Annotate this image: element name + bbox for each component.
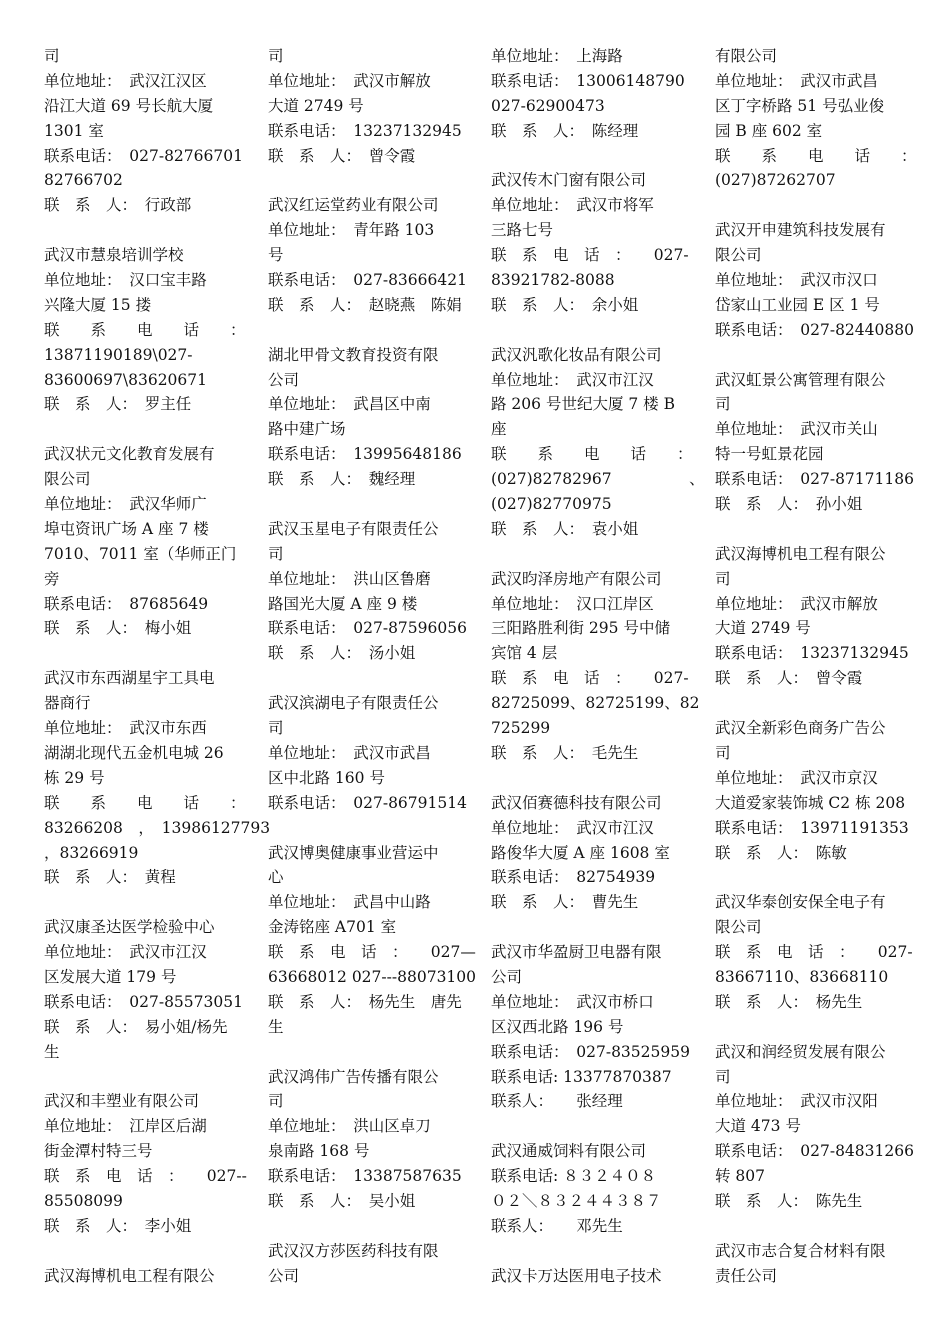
directory-line: 司 <box>44 47 60 65</box>
directory-line: 单位地址： 上海路 <box>491 47 623 65</box>
directory-line: 单位地址： 武汉市解放 <box>268 71 431 90</box>
directory-line: 联 系 电 话 ： 027- <box>491 669 689 688</box>
directory-line: 武汉汎歌化妆品有限公司 <box>491 345 662 364</box>
directory-line: 联系电话： 027-83525959 <box>491 1042 690 1061</box>
directory-line: 区发展大道 179 号 <box>44 967 177 986</box>
directory-line: 725299 <box>491 719 551 738</box>
entry-spacer <box>491 1114 681 1139</box>
directory-line: 路 206 号世纪大厦 7 楼 B <box>491 395 675 414</box>
directory-line: 联系电话： 82754939 <box>491 868 656 887</box>
directory-line: ０２＼８３２４４３８７ <box>491 1191 662 1210</box>
entry-spacer <box>268 492 458 517</box>
directory-line: 联系电话: 13377870387 <box>491 1067 672 1086</box>
entry-spacer <box>491 1239 681 1264</box>
directory-line: 武汉开申建筑科技发展有 <box>715 221 886 240</box>
directory-line: 宾馆 4 层 <box>491 644 558 663</box>
entry-spacer <box>715 343 905 368</box>
directory-line: 路国光大厦 A 座 9 楼 <box>268 594 418 613</box>
entry-spacer <box>268 1040 458 1065</box>
directory-line: 武汉市志合复合材料有限 <box>715 1241 886 1260</box>
directory-line: (027)87262707 <box>715 171 836 190</box>
directory-line: 82766702 <box>44 171 123 190</box>
directory-line: 大道 2749 号 <box>715 619 811 638</box>
directory-line: 生 <box>268 1017 284 1036</box>
directory-line: 限公司 <box>715 918 762 937</box>
directory-line: 岱家山工业园 E 区 1 号 <box>715 295 880 314</box>
directory-line: 联系电话： 13971191353 <box>715 818 909 837</box>
directory-line: 联 系 人： 曾令霞 <box>268 146 416 165</box>
directory-line: 武汉和润经贸发展有限公 <box>715 1042 886 1061</box>
directory-line: 联 系 人： 毛先生 <box>491 743 639 762</box>
directory-line: 武汉海博机电工程有限公 <box>44 1266 215 1285</box>
directory-line: 号 <box>268 246 284 265</box>
directory-line: 单位地址： 武汉市江汉 <box>44 943 207 962</box>
directory-line: 区丁字桥路 51 号弘业俊 <box>715 96 885 115</box>
directory-line: 联 系 人： 陈敏 <box>715 843 847 862</box>
directory-line: 单位地址： 武汉市将军 <box>491 196 654 215</box>
directory-line: 联 系 人： 梅小姐 <box>44 619 192 638</box>
directory-line: 司 <box>715 569 731 588</box>
directory-line: 单位地址： 青年路 103 <box>268 221 435 240</box>
directory-line: 湖湖北现代五金机电城 26 <box>44 743 224 762</box>
directory-column-4 <box>715 44 917 1289</box>
directory-line: 单位地址： 江岸区后湖 <box>44 1117 207 1136</box>
directory-line: 联系电话： 13237132945 <box>268 121 462 140</box>
directory-line: 司 <box>715 395 731 414</box>
directory-line: 联系电话： 027-85573051 <box>44 992 243 1011</box>
directory-line: 联 系 人： 汤小姐 <box>268 644 416 663</box>
directory-line: 路俊华大厦 A 座 1608 室 <box>491 843 670 862</box>
entry-spacer <box>715 517 905 542</box>
entry-spacer <box>491 318 681 343</box>
entry-spacer <box>44 218 234 243</box>
directory-line: 13871190189\027- <box>44 345 193 364</box>
directory-line: 大道 473 号 <box>715 1117 801 1136</box>
directory-line: 旁 <box>44 569 60 588</box>
directory-line: 联系电话： 027-87171186 <box>715 470 914 489</box>
directory-line: 武汉全新彩色商务广告公 <box>715 719 886 738</box>
directory-line: 联系电话： 13387587635 <box>268 1167 462 1186</box>
directory-line: 武汉红运堂药业有限公司 <box>268 196 439 215</box>
directory-line: 联系电话： 87685649 <box>44 594 209 613</box>
directory-line: 园 B 座 602 室 <box>715 121 823 140</box>
directory-line: 司 <box>268 544 284 563</box>
entry-spacer <box>44 890 234 915</box>
directory-line: 单位地址： 武汉市解放 <box>715 594 878 613</box>
directory-line: 武汉卡万达医用电子技术 <box>491 1266 662 1285</box>
directory-line: (027)82770975 <box>491 495 612 514</box>
directory-line: 金涛铭座 A701 室 <box>268 918 397 937</box>
directory-column-1 <box>44 44 271 1289</box>
directory-line: 联系电话： 13995648186 <box>268 445 462 464</box>
entry-spacer <box>44 417 234 442</box>
directory-line: 武汉滨湖电子有限责任公 <box>268 694 439 713</box>
directory-line: 83600697\83620671 <box>44 370 208 389</box>
directory-column-2 <box>268 44 477 1289</box>
directory-column-3 <box>491 44 705 1289</box>
directory-line: 单位地址： 武汉江汉区 <box>44 71 207 90</box>
directory-line: 单位地址： 武汉市京汉 <box>715 768 878 787</box>
entry-spacer <box>44 1065 234 1090</box>
directory-line: 联系电话： 13006148790 <box>491 71 685 90</box>
directory-line: 武汉虹景公寓管理有限公 <box>715 370 886 389</box>
directory-line: 单位地址： 武汉市汉口 <box>715 271 878 290</box>
directory-line: 联系电话： 027-82766701 <box>44 146 243 165</box>
directory-line: 联 系 人： 黄程 <box>44 868 176 887</box>
directory-line: 单位地址： 武汉市武昌 <box>268 743 431 762</box>
directory-line: 司 <box>268 719 284 738</box>
directory-line: 联 系 人： 行政部 <box>44 196 192 215</box>
directory-line: 单位地址： 武汉市汉阳 <box>715 1092 878 1111</box>
directory-line: 单位地址： 洪山区卓刀 <box>268 1117 431 1136</box>
directory-line: 转 807 <box>715 1167 766 1186</box>
entry-spacer <box>491 915 681 940</box>
directory-line: 武汉玉星电子有限责任公 <box>268 519 439 538</box>
entry-spacer <box>715 1015 905 1040</box>
directory-line: 联 系 人： 孙小姐 <box>715 495 863 514</box>
directory-line: 武汉市华盈厨卫电器有限 <box>491 943 662 962</box>
directory-line: 联系电话： 027-86791514 <box>268 793 467 812</box>
directory-line: 联 系 电 话 ： 027- <box>491 246 689 265</box>
directory-line: 司 <box>715 1067 731 1086</box>
directory-line: ，83266919 <box>44 843 139 862</box>
directory-line: 1301 室 <box>44 121 104 140</box>
directory-line: 武汉佰赛德科技有限公司 <box>491 793 662 812</box>
entry-spacer <box>268 816 458 841</box>
directory-line: 联系人： 邓先生 <box>491 1216 623 1235</box>
directory-line: 湖北甲骨文教育投资有限 <box>268 345 439 364</box>
directory-line: 单位地址： 武昌中山路 <box>268 893 431 912</box>
directory-line: 单位地址： 武昌区中南 <box>268 395 431 414</box>
directory-line: 单位地址： 洪山区鲁磨 <box>268 569 431 588</box>
directory-line: 兴隆大厦 15 搂 <box>44 295 152 314</box>
directory-line: 联系电话: ８３２４０８ <box>491 1167 657 1186</box>
directory-line: 单位地址： 汉口宝丰路 <box>44 271 207 290</box>
directory-line: 联 系 人： 陈经理 <box>491 121 639 140</box>
directory-line: 联 系 电 话 ： <box>715 146 917 165</box>
directory-line: 公司 <box>491 967 523 986</box>
directory-line: 83921782-8088 <box>491 271 615 290</box>
entry-spacer <box>268 168 458 193</box>
directory-line: 路中建广场 <box>268 420 346 439</box>
directory-line: 联 系 电 话 ： <box>44 320 246 339</box>
directory-line: 武汉鸿伟广告传播有限公 <box>268 1067 439 1086</box>
directory-line: 有限公司 <box>715 47 778 65</box>
directory-line: 85508099 <box>44 1191 123 1210</box>
directory-line: 武汉传木门窗有限公司 <box>491 171 647 190</box>
directory-line: 三阳路胜利街 295 号中储 <box>491 619 670 638</box>
directory-line: 联 系 人： 曾令霞 <box>715 669 863 688</box>
directory-line: 联 系 人： 曹先生 <box>491 893 639 912</box>
directory-line: 武汉状元文化教育发展有 <box>44 445 215 464</box>
entry-spacer <box>491 542 681 567</box>
directory-line: 武汉和丰塑业有限公司 <box>44 1092 200 1111</box>
directory-line: 生 <box>44 1042 60 1061</box>
directory-line: 司 <box>268 1092 284 1111</box>
directory-line: 特一号虹景花园 <box>715 445 824 464</box>
directory-line: 63668012 027---88073100 <box>268 967 477 986</box>
entry-spacer <box>715 865 905 890</box>
directory-line: 泉南路 168 号 <box>268 1142 370 1161</box>
directory-line: 武汉华泰创安保全电子有 <box>715 893 886 912</box>
directory-line: 大道 2749 号 <box>268 96 364 115</box>
directory-line: 联系电话： 027-87596056 <box>268 619 467 638</box>
directory-line: 联系电话： 027-82440880 <box>715 320 914 339</box>
directory-line: 武汉汉方莎医药科技有限 <box>268 1241 439 1260</box>
directory-line: 7010、7011 室（华师正门 <box>44 544 237 563</box>
directory-line: 82725099、82725199、82 <box>491 694 700 713</box>
directory-line: 责任公司 <box>715 1266 778 1285</box>
directory-line: 单位地址： 武汉市桥口 <box>491 992 654 1011</box>
directory-line: 大道爱家装饰城 C2 栋 208 <box>715 793 906 812</box>
entry-spacer <box>715 1214 905 1239</box>
directory-line: 单位地址： 武汉市江汉 <box>491 818 654 837</box>
directory-line: 武汉康圣达医学检验中心 <box>44 918 215 937</box>
directory-line: 区中北路 160 号 <box>268 768 385 787</box>
directory-line: 街金潭村特三号 <box>44 1142 153 1161</box>
directory-line: 83266208 ， 13986127793 <box>44 818 271 837</box>
directory-line: 武汉通威饲料有限公司 <box>491 1142 647 1161</box>
directory-line: 联 系 电 话 ： <box>44 793 246 812</box>
directory-line: 单位地址： 武汉市武昌 <box>715 71 878 90</box>
directory-line: 公司 <box>268 1266 300 1285</box>
entry-spacer <box>491 766 681 791</box>
entry-spacer <box>715 691 905 716</box>
directory-line: 心 <box>268 868 284 887</box>
directory-line: 联 系 人： 李小姐 <box>44 1216 192 1235</box>
directory-line: 83667110、83668110 <box>715 967 889 986</box>
directory-line: 区汉西北路 196 号 <box>491 1017 624 1036</box>
entry-spacer <box>44 641 234 666</box>
entry-spacer <box>44 1239 234 1264</box>
directory-line: 联 系 人： 罗主任 <box>44 395 192 414</box>
directory-line: 单位地址： 武汉市关山 <box>715 420 878 439</box>
directory-line: 联 系 人： 吴小姐 <box>268 1191 416 1210</box>
directory-line: 司 <box>715 743 731 762</box>
directory-line: (027)82782967 、 <box>491 470 705 489</box>
directory-line: 联系电话： 027-83666421 <box>268 271 467 290</box>
directory-line: 联 系 人： 余小姐 <box>491 295 639 314</box>
directory-line: 埠屯资讯广场 A 座 7 楼 <box>44 519 209 538</box>
directory-line: 联 系 人： 魏经理 <box>268 470 416 489</box>
directory-line: 武汉海博机电工程有限公 <box>715 544 886 563</box>
directory-line: 武汉市慧泉培训学校 <box>44 246 184 265</box>
directory-line: 沿江大道 69 号长航大厦 <box>44 96 214 115</box>
directory-line: 联系电话： 13237132945 <box>715 644 909 663</box>
directory-line: 联系电话： 027-84831266 <box>715 1142 914 1161</box>
directory-line: 联 系 人： 陈先生 <box>715 1191 863 1210</box>
entry-spacer <box>268 666 458 691</box>
directory-line: 司 <box>268 47 284 65</box>
directory-line: 武汉市东西湖星宇工具电 <box>44 669 215 688</box>
directory-line: 武汉昀泽房地产有限公司 <box>491 569 662 588</box>
directory-line: 联系人： 张经理 <box>491 1092 623 1111</box>
directory-line: 单位地址： 武汉华师广 <box>44 495 207 514</box>
directory-line: 三路七号 <box>491 221 554 240</box>
directory-line: 联 系 人： 杨先生 <box>715 992 863 1011</box>
directory-line: 武汉博奥健康事业营运中 <box>268 843 439 862</box>
directory-line: 限公司 <box>44 470 91 489</box>
directory-line: 联 系 电 话 ： <box>491 445 693 464</box>
directory-line: 联 系 人： 袁小姐 <box>491 519 639 538</box>
directory-line: 座 <box>491 420 507 439</box>
directory-line: 联 系 人： 易小姐/杨先 <box>44 1017 228 1036</box>
directory-line: 联 系 电 话 ： 027— <box>268 943 476 962</box>
directory-line: 联 系 人： 杨先生 唐先 <box>268 992 462 1011</box>
directory-line: 公司 <box>268 370 300 389</box>
directory-line: 联 系 人： 赵晓燕 陈娟 <box>268 295 462 314</box>
entry-spacer <box>268 1214 458 1239</box>
directory-line: 限公司 <box>715 246 762 265</box>
directory-line: 单位地址： 武汉市东西 <box>44 719 207 738</box>
directory-line: 单位地址： 汉口江岸区 <box>491 594 654 613</box>
directory-line: 器商行 <box>44 694 91 713</box>
directory-line: 联 系 电 话 ： 027-- <box>44 1167 247 1186</box>
entry-spacer <box>268 318 458 343</box>
directory-line: 单位地址： 武汉市江汉 <box>491 370 654 389</box>
entry-spacer <box>491 144 681 169</box>
directory-line: 联 系 电 话 ： 027- <box>715 943 913 962</box>
directory-line: 栋 29 号 <box>44 768 105 787</box>
entry-spacer <box>715 193 905 218</box>
directory-line: 027-62900473 <box>491 96 605 115</box>
